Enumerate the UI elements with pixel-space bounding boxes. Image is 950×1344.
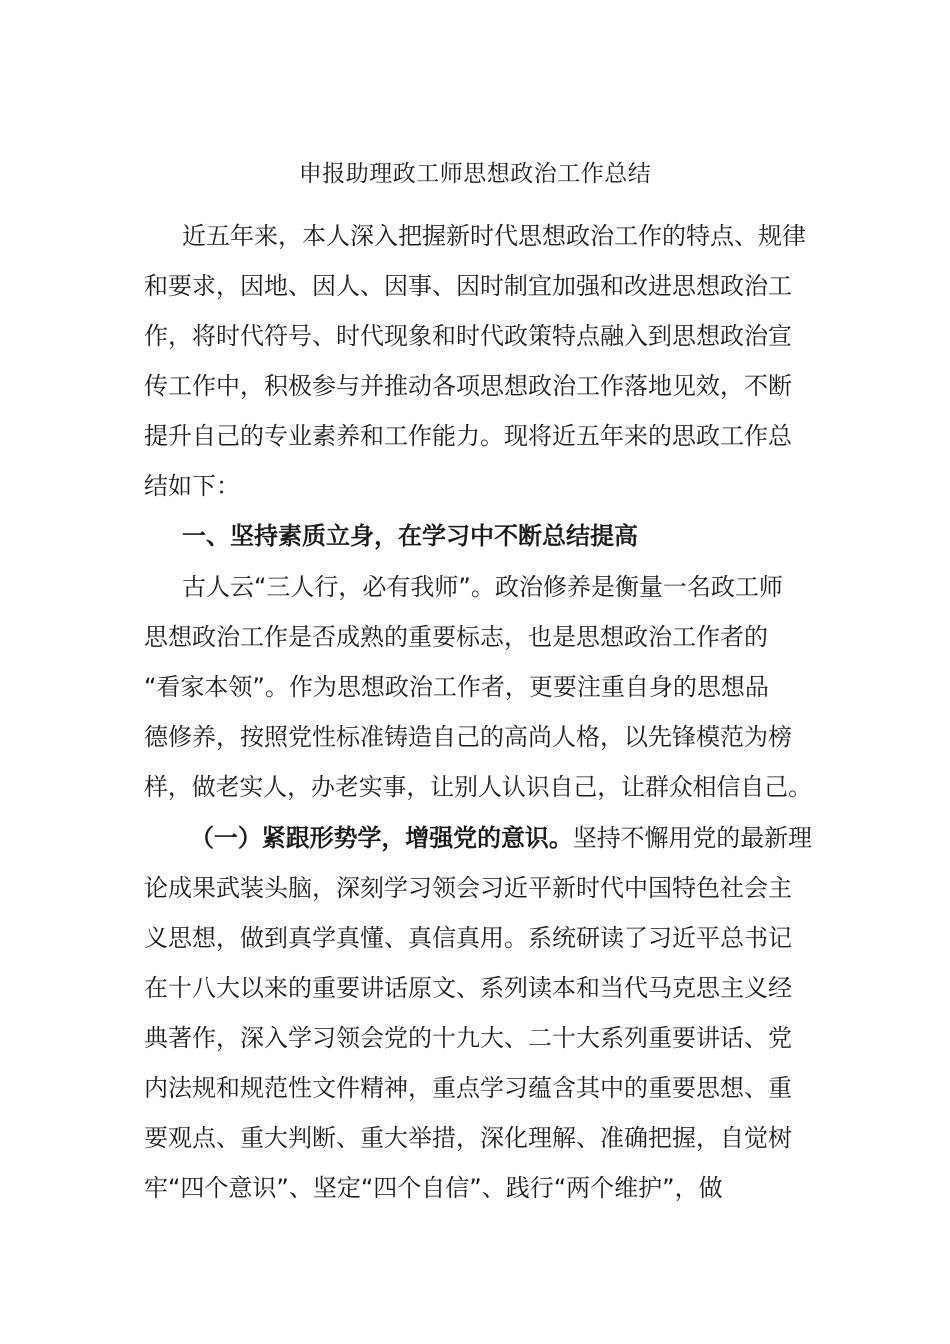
paragraph-line [144,418,792,454]
paragraph-line [144,920,792,956]
line-text: 内法规和规范性文件精神，重点学习蕴含其中的重要思想、重 [144,1074,792,1102]
paragraph-line [144,1170,723,1206]
paragraph-line [144,1070,792,1106]
section-heading [182,518,638,554]
paragraph-line [144,870,792,906]
paragraph-line [144,769,812,805]
line-text: 传工作中，积极参与并推动各项思想政治工作落地见效，不断 [144,372,792,400]
paragraph-line [182,569,783,605]
paragraph-line [144,468,240,504]
line-text: 思想政治工作是否成熟的重要标志，也是思想政治工作者的 [144,623,768,651]
paragraph-line [144,1020,792,1056]
paragraph-line [182,218,806,254]
line-text: 作，将时代符号、时代现象和时代政策特点融入到思想政治宣 [144,322,792,350]
paragraph-line [144,368,792,404]
line-text: 古人云“三人行，必有我师”。政治修养是衡量一名政工师 [182,573,783,601]
paragraph-line [144,719,792,755]
paragraph-line [190,820,812,856]
heading-text: 一、坚持素质立身，在学习中不断总结提高 [182,522,638,550]
line-text: 近五年来，本人深入把握新时代思想政治工作的特点、规律 [182,222,806,250]
line-text: 牢“四个意识”、坚定“四个自信”、践行“两个维护”，做 [144,1174,723,1202]
paragraph-line [144,619,768,655]
line-text: 德修养，按照党性标准铸造自己的高尚人格，以先锋模范为榜 [144,723,792,751]
line-text: 提升自己的专业素养和工作能力。现将近五年来的思政工作总 [144,422,792,450]
line-text: 论成果武装头脑，深刻学习领会习近平新时代中国特色社会主 [144,874,792,902]
line-text: 义思想，做到真学真懂、真信真用。系统研读了习近平总书记 [144,924,792,952]
document-title: 申报助理政工师思想政治工作总结 [298,161,652,187]
paragraph-line [144,1120,792,1156]
subheading-text: （一）紧跟形势学，增强党的意识。 [190,824,573,852]
paragraph-line [144,669,769,705]
line-text: 结如下： [144,472,240,500]
line-text: 典著作，深入学习领会党的十九大、二十大系列重要讲话、党 [144,1024,792,1052]
paragraph-line [144,268,792,304]
line-text: 和要求，因地、因人、因事、因时制宜加强和改进思想政治工 [144,272,792,300]
line-text: 样，做老实人，办老实事，让别人认识自己，让群众相信自己。 [144,773,812,801]
paragraph-line [144,318,792,354]
line-text: 要观点、重大判断、重大举措，深化理解、准确把握，自觉树 [144,1124,792,1152]
line-text: 在十八大以来的重要讲话原文、系列读本和当代马克思主义经 [144,974,792,1002]
line-text: “看家本领”。作为思想政治工作者，更要注重自身的思想品 [144,673,769,701]
line-text: 坚持不懈用党的最新理 [572,824,813,852]
paragraph-line [144,970,792,1006]
